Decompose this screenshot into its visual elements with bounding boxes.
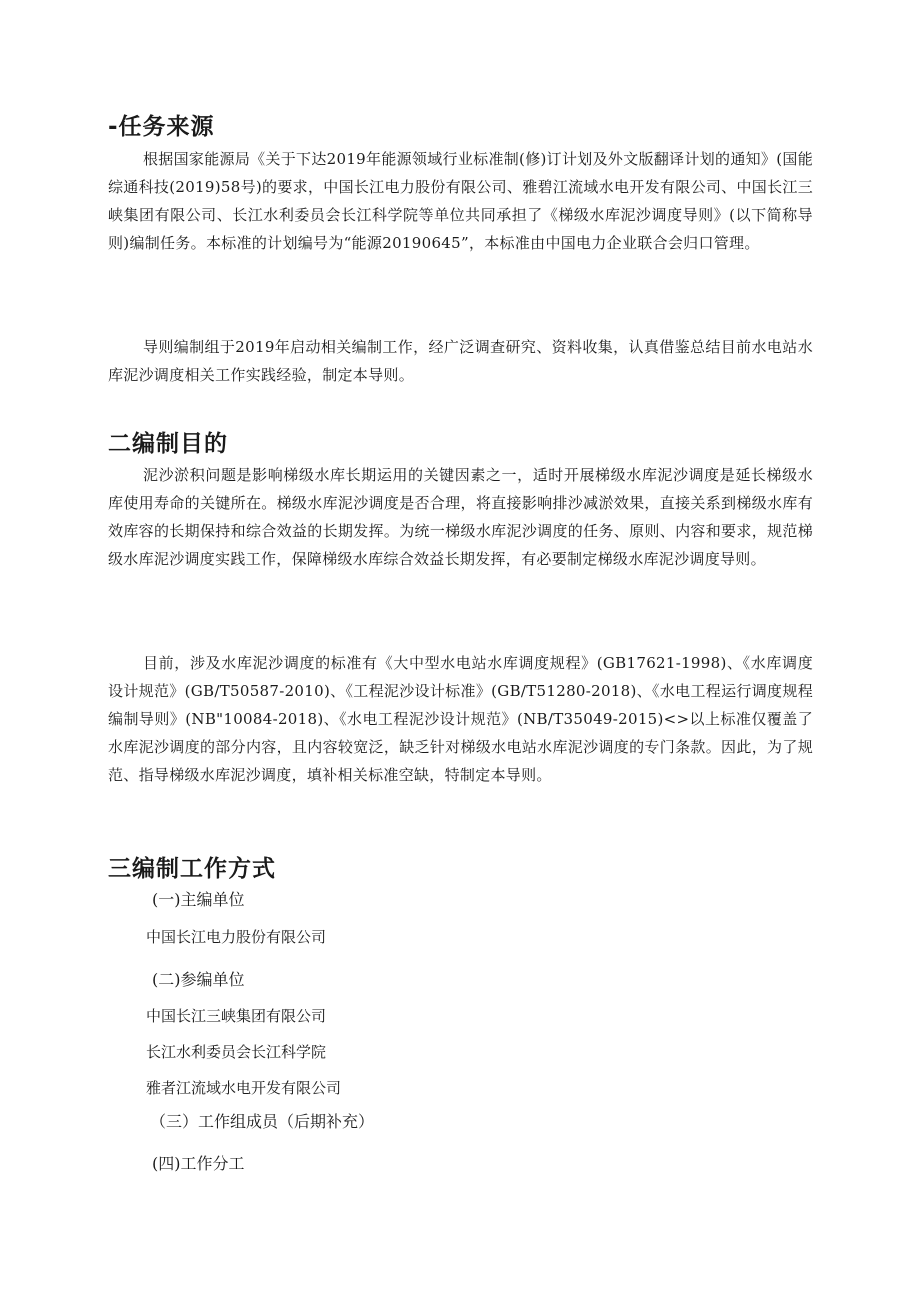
- paragraph-purpose-1: 泥沙淤积问题是影响梯级水库长期运用的关键因素之一，适时开展梯级水库泥沙调度是延长梯级水库使用寿命的关键所在。梯级水库泥沙调度是否合理，将直接影响排沙减淤效果，直接关系到梯级水库有效库容的长期保持和综合效益的长期发挥。为统一梯级水库泥沙调度的任务、原则、内容和要求，规范梯级水库泥沙调度实践工作，保障梯级水库综合效益长期发挥，有必要制定梯级水库泥沙调度导则。: [108, 466, 813, 568]
- subheading-chief-unit: (一)主编单位: [152, 890, 245, 909]
- participating-unit-item: 雅者江流域水电开发有限公司: [146, 1079, 342, 1097]
- subheading-division: (四)工作分工: [152, 1154, 245, 1173]
- section-title-purpose: 二编制目的: [108, 431, 228, 457]
- chief-unit-item: 中国长江电力股份有限公司: [146, 928, 327, 946]
- paragraph-purpose-2: 目前，涉及水库泥沙调度的标准有《大中型水电站水库调度规程》(GB17621-1998)、《水库调度设计规范》(GB/T50587-2010)、《工程泥沙设计标准》(GB/T51280-2018)、《水电工程运行调度规程编制导则》(NB"10084-2018)、《水电工程泥沙设计规范》(NB/T35049-2015)<>以上标准仅覆盖了水库泥沙调度的部分内容，且内容较宽泛，缺乏针对梯级水电站水库泥沙调度的专门条款。因此，为了规范、指导梯级水库泥沙调度，填补相关标准空缺，特制定本导则。: [108, 654, 813, 784]
- participating-unit-item: 长江水利委员会长江科学院: [146, 1043, 327, 1061]
- subheading-members: （三）工作组成员（后期补充）: [150, 1112, 375, 1131]
- paragraph-task-source-2: 导则编制组于2019年启动相关编制工作，经广泛调查研究、资料收集，认真借鉴总结目前水电站水库泥沙调度相关工作实践经验，制定本导则。: [108, 338, 813, 384]
- subheading-participating-units: (二)参编单位: [152, 970, 245, 989]
- participating-unit-item: 中国长江三峡集团有限公司: [146, 1007, 327, 1025]
- paragraph-task-source-1: 根据国家能源局《关于下达2019年能源领域行业标准制(修)订计划及外文版翻译计划的通知》(国能综通科技(2019)58号)的要求，中国长江电力股份有限公司、雅碧江流域水电开发有限公司、中国长江三峡集团有限公司、长江水利委员会长江科学院等单位共同承担了《梯级水库泥沙调度导则》(以下简称导则)编制任务。本标准的计划编号为“能源20190645”，本标准由中国电力企业联合会归口管理。: [108, 150, 813, 252]
- section-title-work-method: 三编制工作方式: [108, 856, 276, 882]
- section-title-task-source: -任务来源: [108, 114, 215, 140]
